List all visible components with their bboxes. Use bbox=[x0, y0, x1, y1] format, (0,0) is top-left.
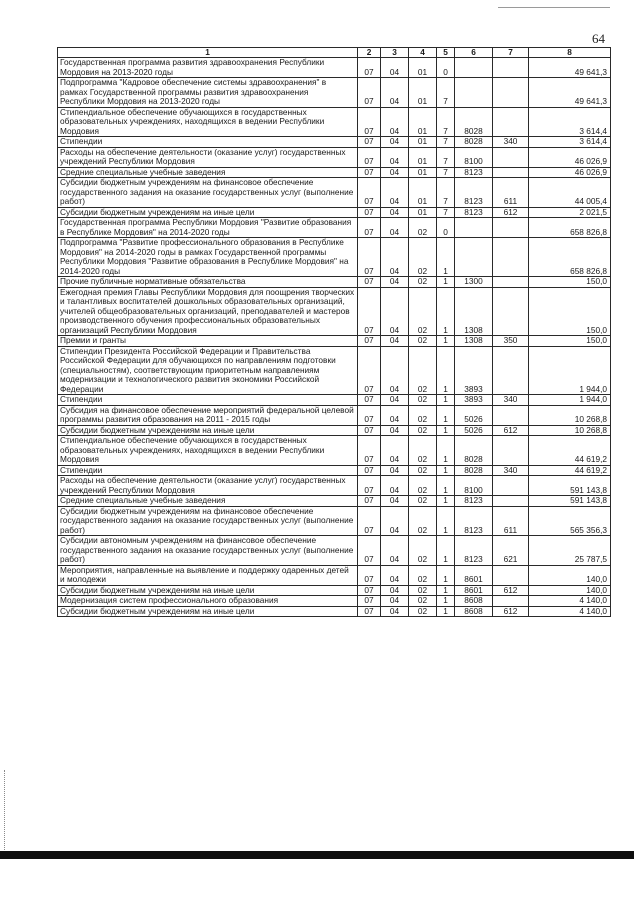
cell-program-code: 02 bbox=[409, 395, 437, 406]
cell-program-code: 01 bbox=[409, 78, 437, 108]
cell-section-code: 07 bbox=[358, 596, 381, 607]
cell-subprogram-code: 7 bbox=[437, 78, 455, 108]
cell-program-code: 02 bbox=[409, 436, 437, 466]
cell-item-name: Стипендии bbox=[58, 465, 358, 476]
cell-item-name: Субсидия на финансовое обеспечение мероприятий федеральной целевой программы развития образования на 2011 - 2015 годы bbox=[58, 405, 358, 425]
table-row bbox=[58, 395, 611, 406]
cell-subprogram-code: 1 bbox=[437, 465, 455, 476]
cell-amount: 49 641,3 bbox=[529, 58, 611, 78]
cell-subprogram-code: 7 bbox=[437, 147, 455, 167]
cell-section-code: 07 bbox=[358, 178, 381, 208]
table-row bbox=[58, 207, 611, 218]
cell-amount: 44 005,4 bbox=[529, 178, 611, 208]
cell-amount: 10 268,8 bbox=[529, 405, 611, 425]
cell-amount: 2 021,5 bbox=[529, 207, 611, 218]
cell-expense-type-code bbox=[493, 58, 529, 78]
cell-item-name: Мероприятия, направленные на выявление и поддержку одаренных детей и молодежи bbox=[58, 565, 358, 585]
cell-subsection-code: 04 bbox=[381, 207, 409, 218]
cell-amount: 658 826,8 bbox=[529, 238, 611, 277]
cell-subsection-code: 04 bbox=[381, 336, 409, 347]
cell-subsection-code: 04 bbox=[381, 58, 409, 78]
cell-section-code: 07 bbox=[358, 606, 381, 617]
cell-item-name: Прочие публичные нормативные обязательства bbox=[58, 277, 358, 288]
cell-section-code: 07 bbox=[358, 585, 381, 596]
cell-item-name: Субсидии бюджетным учреждениям на иные цели bbox=[58, 585, 358, 596]
cell-article-code: 8123 bbox=[455, 167, 493, 178]
table-row bbox=[58, 436, 611, 466]
cell-subprogram-code: 7 bbox=[437, 178, 455, 208]
cell-item-name: Государственная программа развития здравоохранения Республики Мордовия на 2013-2020 годы bbox=[58, 58, 358, 78]
cell-expense-type-code bbox=[493, 436, 529, 466]
cell-program-code: 02 bbox=[409, 287, 437, 336]
cell-article-code: 8123 bbox=[455, 496, 493, 507]
cell-section-code: 07 bbox=[358, 107, 381, 137]
cell-expense-type-code: 612 bbox=[493, 207, 529, 218]
cell-program-code: 02 bbox=[409, 405, 437, 425]
cell-subsection-code: 04 bbox=[381, 425, 409, 436]
cell-expense-type-code bbox=[493, 167, 529, 178]
cell-item-name: Стипендиальное обеспечение обучающихся в государственных образовательных учреждениях, находящихся в ведении Республики Мордовия bbox=[58, 436, 358, 466]
cell-item-name: Государственная программа Республики Мордовия "Развитие образования в Республике Мордовия" на 2014-2020 годы bbox=[58, 218, 358, 238]
cell-article-code: 8100 bbox=[455, 476, 493, 496]
table-header-row bbox=[58, 48, 611, 58]
cell-item-name: Стипендиальное обеспечение обучающихся в государственных образовательных учреждениях, находящихся в ведении Республики Мордовия bbox=[58, 107, 358, 137]
table-row bbox=[58, 425, 611, 436]
cell-item-name: Премии и гранты bbox=[58, 336, 358, 347]
table-row bbox=[58, 496, 611, 507]
cell-item-name: Средние специальные учебные заведения bbox=[58, 496, 358, 507]
cell-article-code: 8123 bbox=[455, 506, 493, 536]
cell-section-code: 07 bbox=[358, 405, 381, 425]
table-row bbox=[58, 506, 611, 536]
cell-subsection-code: 04 bbox=[381, 147, 409, 167]
col-header-8: 8 bbox=[529, 48, 611, 58]
cell-article-code: 1308 bbox=[455, 287, 493, 336]
col-header-4: 4 bbox=[409, 48, 437, 58]
table-row bbox=[58, 346, 611, 395]
cell-amount: 4 140,0 bbox=[529, 606, 611, 617]
cell-section-code: 07 bbox=[358, 336, 381, 347]
cell-item-name: Субсидии бюджетным учреждениям на иные цели bbox=[58, 207, 358, 218]
cell-section-code: 07 bbox=[358, 137, 381, 148]
cell-program-code: 01 bbox=[409, 167, 437, 178]
cell-program-code: 02 bbox=[409, 496, 437, 507]
cell-expense-type-code bbox=[493, 287, 529, 336]
cell-program-code: 01 bbox=[409, 178, 437, 208]
cell-program-code: 02 bbox=[409, 585, 437, 596]
cell-section-code: 07 bbox=[358, 496, 381, 507]
cell-expense-type-code bbox=[493, 346, 529, 395]
cell-subprogram-code: 1 bbox=[437, 277, 455, 288]
cell-section-code: 07 bbox=[358, 465, 381, 476]
cell-section-code: 07 bbox=[358, 346, 381, 395]
cell-amount: 44 619,2 bbox=[529, 465, 611, 476]
cell-expense-type-code: 350 bbox=[493, 336, 529, 347]
cell-item-name: Субсидии бюджетным учреждениям на иные цели bbox=[58, 606, 358, 617]
cell-subsection-code: 04 bbox=[381, 436, 409, 466]
cell-subprogram-code: 1 bbox=[437, 425, 455, 436]
cell-program-code: 02 bbox=[409, 476, 437, 496]
cell-subsection-code: 04 bbox=[381, 585, 409, 596]
cell-amount: 150,0 bbox=[529, 336, 611, 347]
table-row bbox=[58, 465, 611, 476]
cell-subsection-code: 04 bbox=[381, 178, 409, 208]
table-row bbox=[58, 596, 611, 607]
cell-article-code bbox=[455, 218, 493, 238]
cell-amount: 25 787,5 bbox=[529, 536, 611, 566]
cell-expense-type-code bbox=[493, 107, 529, 137]
cell-amount: 150,0 bbox=[529, 287, 611, 336]
cell-item-name: Субсидии бюджетным учреждениям на финансовое обеспечение государственного задания на оказание государственных услуг (выполнение работ) bbox=[58, 506, 358, 536]
cell-program-code: 01 bbox=[409, 107, 437, 137]
cell-subsection-code: 04 bbox=[381, 395, 409, 406]
cell-subprogram-code: 1 bbox=[437, 506, 455, 536]
cell-article-code bbox=[455, 238, 493, 277]
cell-section-code: 07 bbox=[358, 58, 381, 78]
cell-amount: 3 614,4 bbox=[529, 107, 611, 137]
table-row bbox=[58, 405, 611, 425]
cell-subprogram-code: 1 bbox=[437, 405, 455, 425]
cell-amount: 565 356,3 bbox=[529, 506, 611, 536]
cell-subsection-code: 04 bbox=[381, 536, 409, 566]
cell-section-code: 07 bbox=[358, 436, 381, 466]
col-header-3: 3 bbox=[381, 48, 409, 58]
scan-bottom-bar bbox=[0, 851, 634, 859]
cell-section-code: 07 bbox=[358, 78, 381, 108]
cell-item-name: Подпрограмма "Кадровое обеспечение системы здравоохранения" в рамках Государственной программы развития здравоохранения Республики Мордовия на 2013-2020 годы bbox=[58, 78, 358, 108]
cell-program-code: 02 bbox=[409, 238, 437, 277]
table-row bbox=[58, 565, 611, 585]
cell-subprogram-code: 1 bbox=[437, 536, 455, 566]
cell-article-code: 8028 bbox=[455, 465, 493, 476]
cell-item-name: Стипендии Президента Российской Федерации и Правительства Российской Федерации для обучающихся по направлениям подготовки (специальностям), соответствующим приоритетным направлениям модернизации и технологического развития экономики Российской Федерации bbox=[58, 346, 358, 395]
cell-expense-type-code: 612 bbox=[493, 425, 529, 436]
cell-item-name: Средние специальные учебные заведения bbox=[58, 167, 358, 178]
cell-section-code: 07 bbox=[358, 218, 381, 238]
cell-article-code: 8028 bbox=[455, 107, 493, 137]
cell-amount: 140,0 bbox=[529, 565, 611, 585]
cell-program-code: 02 bbox=[409, 336, 437, 347]
table-row bbox=[58, 78, 611, 108]
cell-program-code: 01 bbox=[409, 58, 437, 78]
col-header-6: 6 bbox=[455, 48, 493, 58]
cell-subprogram-code: 1 bbox=[437, 238, 455, 277]
cell-article-code: 8123 bbox=[455, 178, 493, 208]
cell-expense-type-code: 621 bbox=[493, 536, 529, 566]
table-body bbox=[58, 58, 611, 617]
cell-subprogram-code: 7 bbox=[437, 207, 455, 218]
scan-edge-marks bbox=[4, 770, 7, 850]
cell-subsection-code: 04 bbox=[381, 287, 409, 336]
cell-article-code: 1308 bbox=[455, 336, 493, 347]
table-row bbox=[58, 287, 611, 336]
cell-article-code: 3893 bbox=[455, 346, 493, 395]
cell-expense-type-code bbox=[493, 147, 529, 167]
cell-expense-type-code bbox=[493, 277, 529, 288]
cell-amount: 591 143,8 bbox=[529, 476, 611, 496]
cell-article-code bbox=[455, 78, 493, 108]
cell-subsection-code: 04 bbox=[381, 277, 409, 288]
cell-section-code: 07 bbox=[358, 565, 381, 585]
col-header-2: 2 bbox=[358, 48, 381, 58]
cell-item-name: Расходы на обеспечение деятельности (оказание услуг) государственных учреждений Республики Мордовия bbox=[58, 147, 358, 167]
cell-program-code: 02 bbox=[409, 218, 437, 238]
cell-section-code: 07 bbox=[358, 476, 381, 496]
cell-program-code: 02 bbox=[409, 277, 437, 288]
cell-subprogram-code: 0 bbox=[437, 218, 455, 238]
cell-subprogram-code: 7 bbox=[437, 137, 455, 148]
page-number: 64 bbox=[592, 31, 605, 46]
cell-item-name: Субсидии бюджетным учреждениям на иные цели bbox=[58, 425, 358, 436]
cell-subprogram-code: 7 bbox=[437, 107, 455, 137]
cell-program-code: 02 bbox=[409, 606, 437, 617]
cell-expense-type-code: 340 bbox=[493, 395, 529, 406]
cell-section-code: 07 bbox=[358, 238, 381, 277]
cell-amount: 46 026,9 bbox=[529, 147, 611, 167]
cell-subsection-code: 04 bbox=[381, 496, 409, 507]
top-edge-mark bbox=[498, 7, 610, 8]
cell-expense-type-code bbox=[493, 496, 529, 507]
cell-section-code: 07 bbox=[358, 425, 381, 436]
cell-section-code: 07 bbox=[358, 506, 381, 536]
cell-item-name: Субсидии автономным учреждениям на финансовое обеспечение государственного задания на оказание государственных услуг (выполнение работ) bbox=[58, 536, 358, 566]
cell-article-code: 5026 bbox=[455, 425, 493, 436]
cell-amount: 46 026,9 bbox=[529, 167, 611, 178]
cell-expense-type-code: 612 bbox=[493, 585, 529, 596]
budget-table bbox=[57, 47, 611, 617]
cell-expense-type-code bbox=[493, 78, 529, 108]
cell-program-code: 01 bbox=[409, 207, 437, 218]
cell-subsection-code: 04 bbox=[381, 465, 409, 476]
cell-article-code: 8608 bbox=[455, 606, 493, 617]
table-row bbox=[58, 476, 611, 496]
cell-amount: 658 826,8 bbox=[529, 218, 611, 238]
cell-amount: 4 140,0 bbox=[529, 596, 611, 607]
cell-program-code: 01 bbox=[409, 147, 437, 167]
cell-subprogram-code: 1 bbox=[437, 496, 455, 507]
table-row bbox=[58, 606, 611, 617]
cell-expense-type-code: 612 bbox=[493, 606, 529, 617]
cell-article-code: 8123 bbox=[455, 207, 493, 218]
cell-item-name: Ежегодная премия Главы Республики Мордовия для поощрения творческих и талантливых воспитателей дошкольных образовательных организаций, учителей общеобразовательных организаций, преподавателей и мастеров производственного обучения профессиональных образовательных организаций Республики Мордовия bbox=[58, 287, 358, 336]
cell-amount: 10 268,8 bbox=[529, 425, 611, 436]
col-header-1: 1 bbox=[58, 48, 358, 58]
cell-amount: 1 944,0 bbox=[529, 346, 611, 395]
cell-article-code bbox=[455, 58, 493, 78]
table-row bbox=[58, 585, 611, 596]
cell-program-code: 02 bbox=[409, 536, 437, 566]
table-row bbox=[58, 536, 611, 566]
cell-subprogram-code: 1 bbox=[437, 346, 455, 395]
cell-expense-type-code: 611 bbox=[493, 506, 529, 536]
cell-program-code: 02 bbox=[409, 506, 437, 536]
col-header-7: 7 bbox=[493, 48, 529, 58]
cell-program-code: 02 bbox=[409, 565, 437, 585]
cell-subprogram-code: 1 bbox=[437, 596, 455, 607]
table-row bbox=[58, 238, 611, 277]
cell-article-code: 8028 bbox=[455, 137, 493, 148]
cell-subprogram-code: 1 bbox=[437, 395, 455, 406]
table-row bbox=[58, 218, 611, 238]
cell-expense-type-code: 611 bbox=[493, 178, 529, 208]
cell-item-name: Стипендии bbox=[58, 137, 358, 148]
cell-subprogram-code: 1 bbox=[437, 336, 455, 347]
cell-subsection-code: 04 bbox=[381, 565, 409, 585]
cell-subsection-code: 04 bbox=[381, 167, 409, 178]
cell-subprogram-code: 1 bbox=[437, 585, 455, 596]
cell-article-code: 8608 bbox=[455, 596, 493, 607]
cell-expense-type-code bbox=[493, 476, 529, 496]
cell-amount: 1 944,0 bbox=[529, 395, 611, 406]
cell-subprogram-code: 1 bbox=[437, 606, 455, 617]
cell-amount: 591 143,8 bbox=[529, 496, 611, 507]
cell-section-code: 07 bbox=[358, 287, 381, 336]
cell-article-code: 8028 bbox=[455, 436, 493, 466]
cell-section-code: 07 bbox=[358, 207, 381, 218]
cell-program-code: 02 bbox=[409, 346, 437, 395]
table-row bbox=[58, 167, 611, 178]
cell-article-code: 8601 bbox=[455, 565, 493, 585]
cell-subsection-code: 04 bbox=[381, 596, 409, 607]
cell-subsection-code: 04 bbox=[381, 218, 409, 238]
cell-subsection-code: 04 bbox=[381, 238, 409, 277]
cell-expense-type-code bbox=[493, 238, 529, 277]
cell-article-code: 8123 bbox=[455, 536, 493, 566]
cell-subsection-code: 04 bbox=[381, 405, 409, 425]
cell-program-code: 02 bbox=[409, 425, 437, 436]
cell-subprogram-code: 0 bbox=[437, 58, 455, 78]
cell-subprogram-code: 7 bbox=[437, 167, 455, 178]
cell-expense-type-code bbox=[493, 218, 529, 238]
table-row bbox=[58, 58, 611, 78]
cell-subsection-code: 04 bbox=[381, 346, 409, 395]
cell-subprogram-code: 1 bbox=[437, 565, 455, 585]
table-row bbox=[58, 336, 611, 347]
cell-program-code: 02 bbox=[409, 596, 437, 607]
cell-article-code: 5026 bbox=[455, 405, 493, 425]
cell-subsection-code: 04 bbox=[381, 606, 409, 617]
cell-section-code: 07 bbox=[358, 277, 381, 288]
cell-expense-type-code: 340 bbox=[493, 137, 529, 148]
cell-amount: 3 614,4 bbox=[529, 137, 611, 148]
cell-subsection-code: 04 bbox=[381, 107, 409, 137]
cell-expense-type-code bbox=[493, 405, 529, 425]
cell-section-code: 07 bbox=[358, 147, 381, 167]
cell-program-code: 01 bbox=[409, 137, 437, 148]
cell-item-name: Модернизация систем профессионального образования bbox=[58, 596, 358, 607]
cell-expense-type-code: 340 bbox=[493, 465, 529, 476]
cell-subsection-code: 04 bbox=[381, 78, 409, 108]
cell-amount: 44 619,2 bbox=[529, 436, 611, 466]
cell-item-name: Стипендии bbox=[58, 395, 358, 406]
cell-program-code: 02 bbox=[409, 465, 437, 476]
cell-expense-type-code bbox=[493, 565, 529, 585]
cell-subsection-code: 04 bbox=[381, 476, 409, 496]
cell-subsection-code: 04 bbox=[381, 137, 409, 148]
cell-subsection-code: 04 bbox=[381, 506, 409, 536]
cell-expense-type-code bbox=[493, 596, 529, 607]
table-row bbox=[58, 178, 611, 208]
cell-item-name: Расходы на обеспечение деятельности (оказание услуг) государственных учреждений Республики Мордовия bbox=[58, 476, 358, 496]
cell-subprogram-code: 1 bbox=[437, 287, 455, 336]
cell-article-code: 8601 bbox=[455, 585, 493, 596]
table-row bbox=[58, 107, 611, 137]
cell-subprogram-code: 1 bbox=[437, 476, 455, 496]
cell-amount: 140,0 bbox=[529, 585, 611, 596]
cell-subprogram-code: 1 bbox=[437, 436, 455, 466]
cell-section-code: 07 bbox=[358, 167, 381, 178]
cell-amount: 150,0 bbox=[529, 277, 611, 288]
cell-amount: 49 641,3 bbox=[529, 78, 611, 108]
table-row bbox=[58, 137, 611, 148]
cell-article-code: 8100 bbox=[455, 147, 493, 167]
cell-section-code: 07 bbox=[358, 395, 381, 406]
table-row bbox=[58, 147, 611, 167]
cell-article-code: 3893 bbox=[455, 395, 493, 406]
cell-item-name: Субсидии бюджетным учреждениям на финансовое обеспечение государственного задания на оказание государственных услуг (выполнение работ) bbox=[58, 178, 358, 208]
col-header-5: 5 bbox=[437, 48, 455, 58]
cell-article-code: 1300 bbox=[455, 277, 493, 288]
cell-item-name: Подпрограмма "Развитие профессионального образования в Республике Мордовия" на 2014-2020 годы в рамках Государственной программы Республики Мордовия "Развитие образования в Республике Мордовия" на 2014-2020 годы bbox=[58, 238, 358, 277]
cell-section-code: 07 bbox=[358, 536, 381, 566]
table-row bbox=[58, 277, 611, 288]
